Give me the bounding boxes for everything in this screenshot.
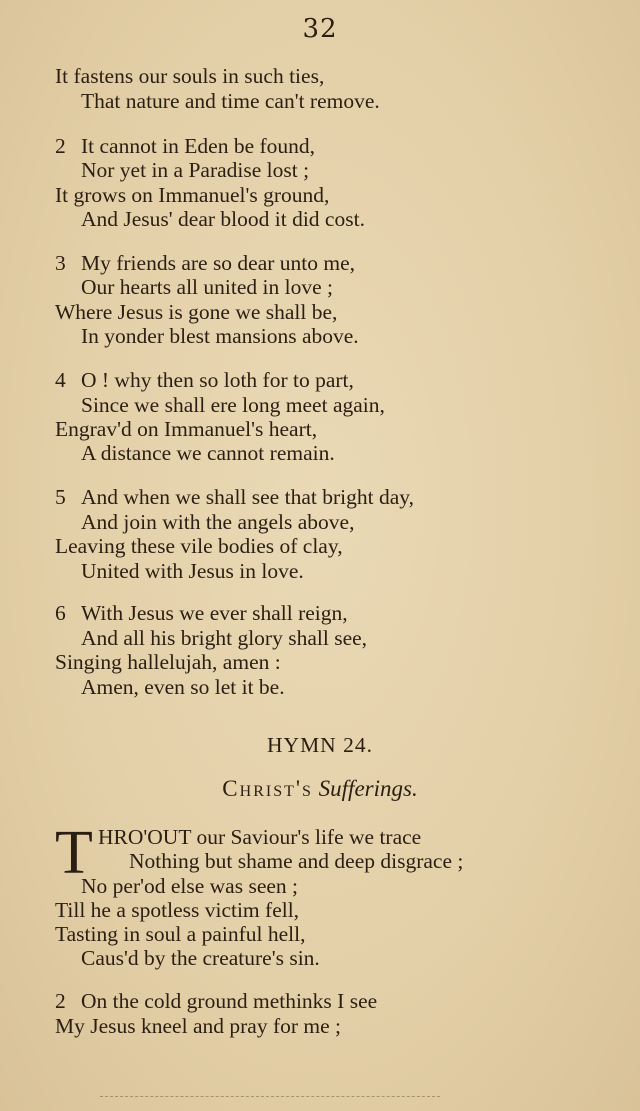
verse-line: And join with the angels above, bbox=[81, 510, 355, 534]
hymn-title: HYMN 24. bbox=[267, 733, 373, 757]
verse-line: Nor yet in a Paradise lost ; bbox=[81, 158, 310, 182]
verse-line: In yonder blest mansions above. bbox=[81, 324, 359, 348]
verse-line: A distance we cannot remain. bbox=[81, 441, 335, 465]
page-bottom-rule bbox=[100, 1096, 440, 1097]
verse-line: Leaving these vile bodies of clay, bbox=[55, 534, 343, 558]
stanza-number: 3 bbox=[55, 251, 66, 275]
verse-line: On the cold ground methinks I see bbox=[81, 989, 378, 1013]
subtitle-italic: Sufferings. bbox=[318, 776, 418, 801]
stanza-first-line bbox=[55, 487, 414, 509]
page-number: 32 bbox=[302, 14, 338, 44]
verse-line: My Jesus kneel and pray for me ; bbox=[55, 1014, 341, 1038]
verse-line: And when we shall see that bright day, bbox=[81, 485, 414, 509]
stanza-first-line bbox=[55, 370, 354, 392]
verse-line: Amen, even so let it be. bbox=[81, 675, 285, 699]
verse-line: Caus'd by the creature's sin. bbox=[81, 946, 320, 970]
verse-line: It cannot in Eden be found, bbox=[81, 134, 316, 158]
verse-line: Our hearts all united in love ; bbox=[81, 275, 333, 299]
stanza-number: 2 bbox=[55, 134, 66, 158]
verse-line: It grows on Immanuel's ground, bbox=[55, 183, 330, 207]
verse-line: That nature and time can't remove. bbox=[81, 89, 380, 113]
verse-line: Nothing but shame and deep disgrace ; bbox=[129, 849, 464, 873]
stanza-first-line bbox=[55, 136, 315, 158]
verse-line: Tasting in soul a painful hell, bbox=[55, 922, 306, 946]
verse-line: Till he a spotless victim fell, bbox=[55, 898, 300, 922]
drop-cap: T bbox=[55, 819, 93, 887]
verse-line: Since we shall ere long meet again, bbox=[81, 393, 385, 417]
verse-line: HRO'OUT our Saviour's life we trace bbox=[98, 825, 422, 849]
stanza-first-line bbox=[55, 603, 348, 625]
verse-line: My friends are so dear unto me, bbox=[81, 251, 356, 275]
verse-line: And all his bright glory shall see, bbox=[81, 626, 368, 650]
stanza-number: 6 bbox=[55, 601, 66, 625]
stanza-first-line bbox=[55, 991, 377, 1013]
hymn-subtitle bbox=[0, 776, 640, 802]
verse-line: O ! why then so loth for to part, bbox=[81, 368, 354, 392]
verse-line: And Jesus' dear blood it did cost. bbox=[81, 207, 365, 231]
verse-line: Singing hallelujah, amen : bbox=[55, 650, 281, 674]
stanza-first-line bbox=[55, 253, 355, 275]
stanza-number: 4 bbox=[55, 368, 66, 392]
verse-line: Where Jesus is gone we shall be, bbox=[55, 300, 338, 324]
verse-line: Engrav'd on Immanuel's heart, bbox=[55, 417, 318, 441]
verse-line: With Jesus we ever shall reign, bbox=[81, 601, 348, 625]
stanza-number: 5 bbox=[55, 485, 66, 509]
verse-line: No per'od else was seen ; bbox=[81, 874, 299, 898]
subtitle-caps: Christ's bbox=[222, 776, 313, 801]
verse-line: United with Jesus in love. bbox=[81, 559, 304, 583]
stanza-number: 2 bbox=[55, 989, 66, 1013]
verse-line: It fastens our souls in such ties, bbox=[55, 64, 325, 88]
